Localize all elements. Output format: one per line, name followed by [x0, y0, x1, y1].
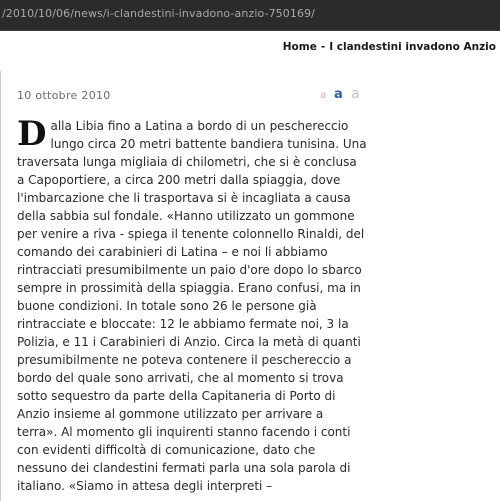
font-size-large-button[interactable]: a — [351, 86, 360, 102]
font-size-medium-button[interactable]: a — [334, 87, 343, 102]
left-border-divider — [0, 71, 1, 501]
article-body-text: alla Libia fino a Latina a bordo di un peschereccio lungo circa 20 metri battente bandiera tunisina. Una traversata lunga migliaia di chilometri, che si è conclusa a Capoportiere, a circa 200 metri dalla spiaggia, dove l'imbarcazione che li trasportava si è incagliata a causa della sabbia sul fondale. «Hanno utilizzato un gommone per venire a riva - spiega il tenente colonnello Rinaldi, del comando dei carabinieri di Latina – e noi li abbiamo rintracciati presumibilmente un paio d'ore dopo lo sbarco sempre in prossimità della spiaggia. Erano confusi, ma in buone condizioni. In totale sono 26 le persone già rintracciate e bloccate: 12 le abbiamo fermate noi, 3 la Polizia, e 11 i Carabinieri di Anzio. Circa la metà di quanti presumibilmente ne poteva contenere il peschereccio a bordo del quale sono arrivati, che al momento si trova sotto sequestro da parte della Capitaneria di Porto di Anzio insieme al gommone utilizzato per arrivare a terra». Al momento gli inquirenti stanno facendo i conti con evidenti difficoltà di comunicazione, dato che nessuno dei clandestini fermati parla una sola parola di italiano. «Siamo in attesa degli interpreti – — [17, 119, 367, 493]
article-drop-cap: D — [17, 114, 47, 154]
article-body — [17, 114, 367, 495]
breadcrumb-home-link[interactable]: Home — [282, 41, 317, 53]
breadcrumb-current: I clandestini invadono Anzio — [329, 41, 496, 53]
breadcrumb-separator: - — [320, 41, 326, 53]
breadcrumb — [283, 41, 496, 53]
article-date: 10 ottobre 2010 — [17, 89, 111, 102]
url-text[interactable]: /2010/10/06/news/i-clandestini-invadono-anzio-750169/ — [2, 7, 315, 20]
browser-address-bar[interactable] — [0, 0, 500, 31]
article-page — [0, 31, 500, 500]
font-size-small-button[interactable]: a — [320, 90, 327, 101]
